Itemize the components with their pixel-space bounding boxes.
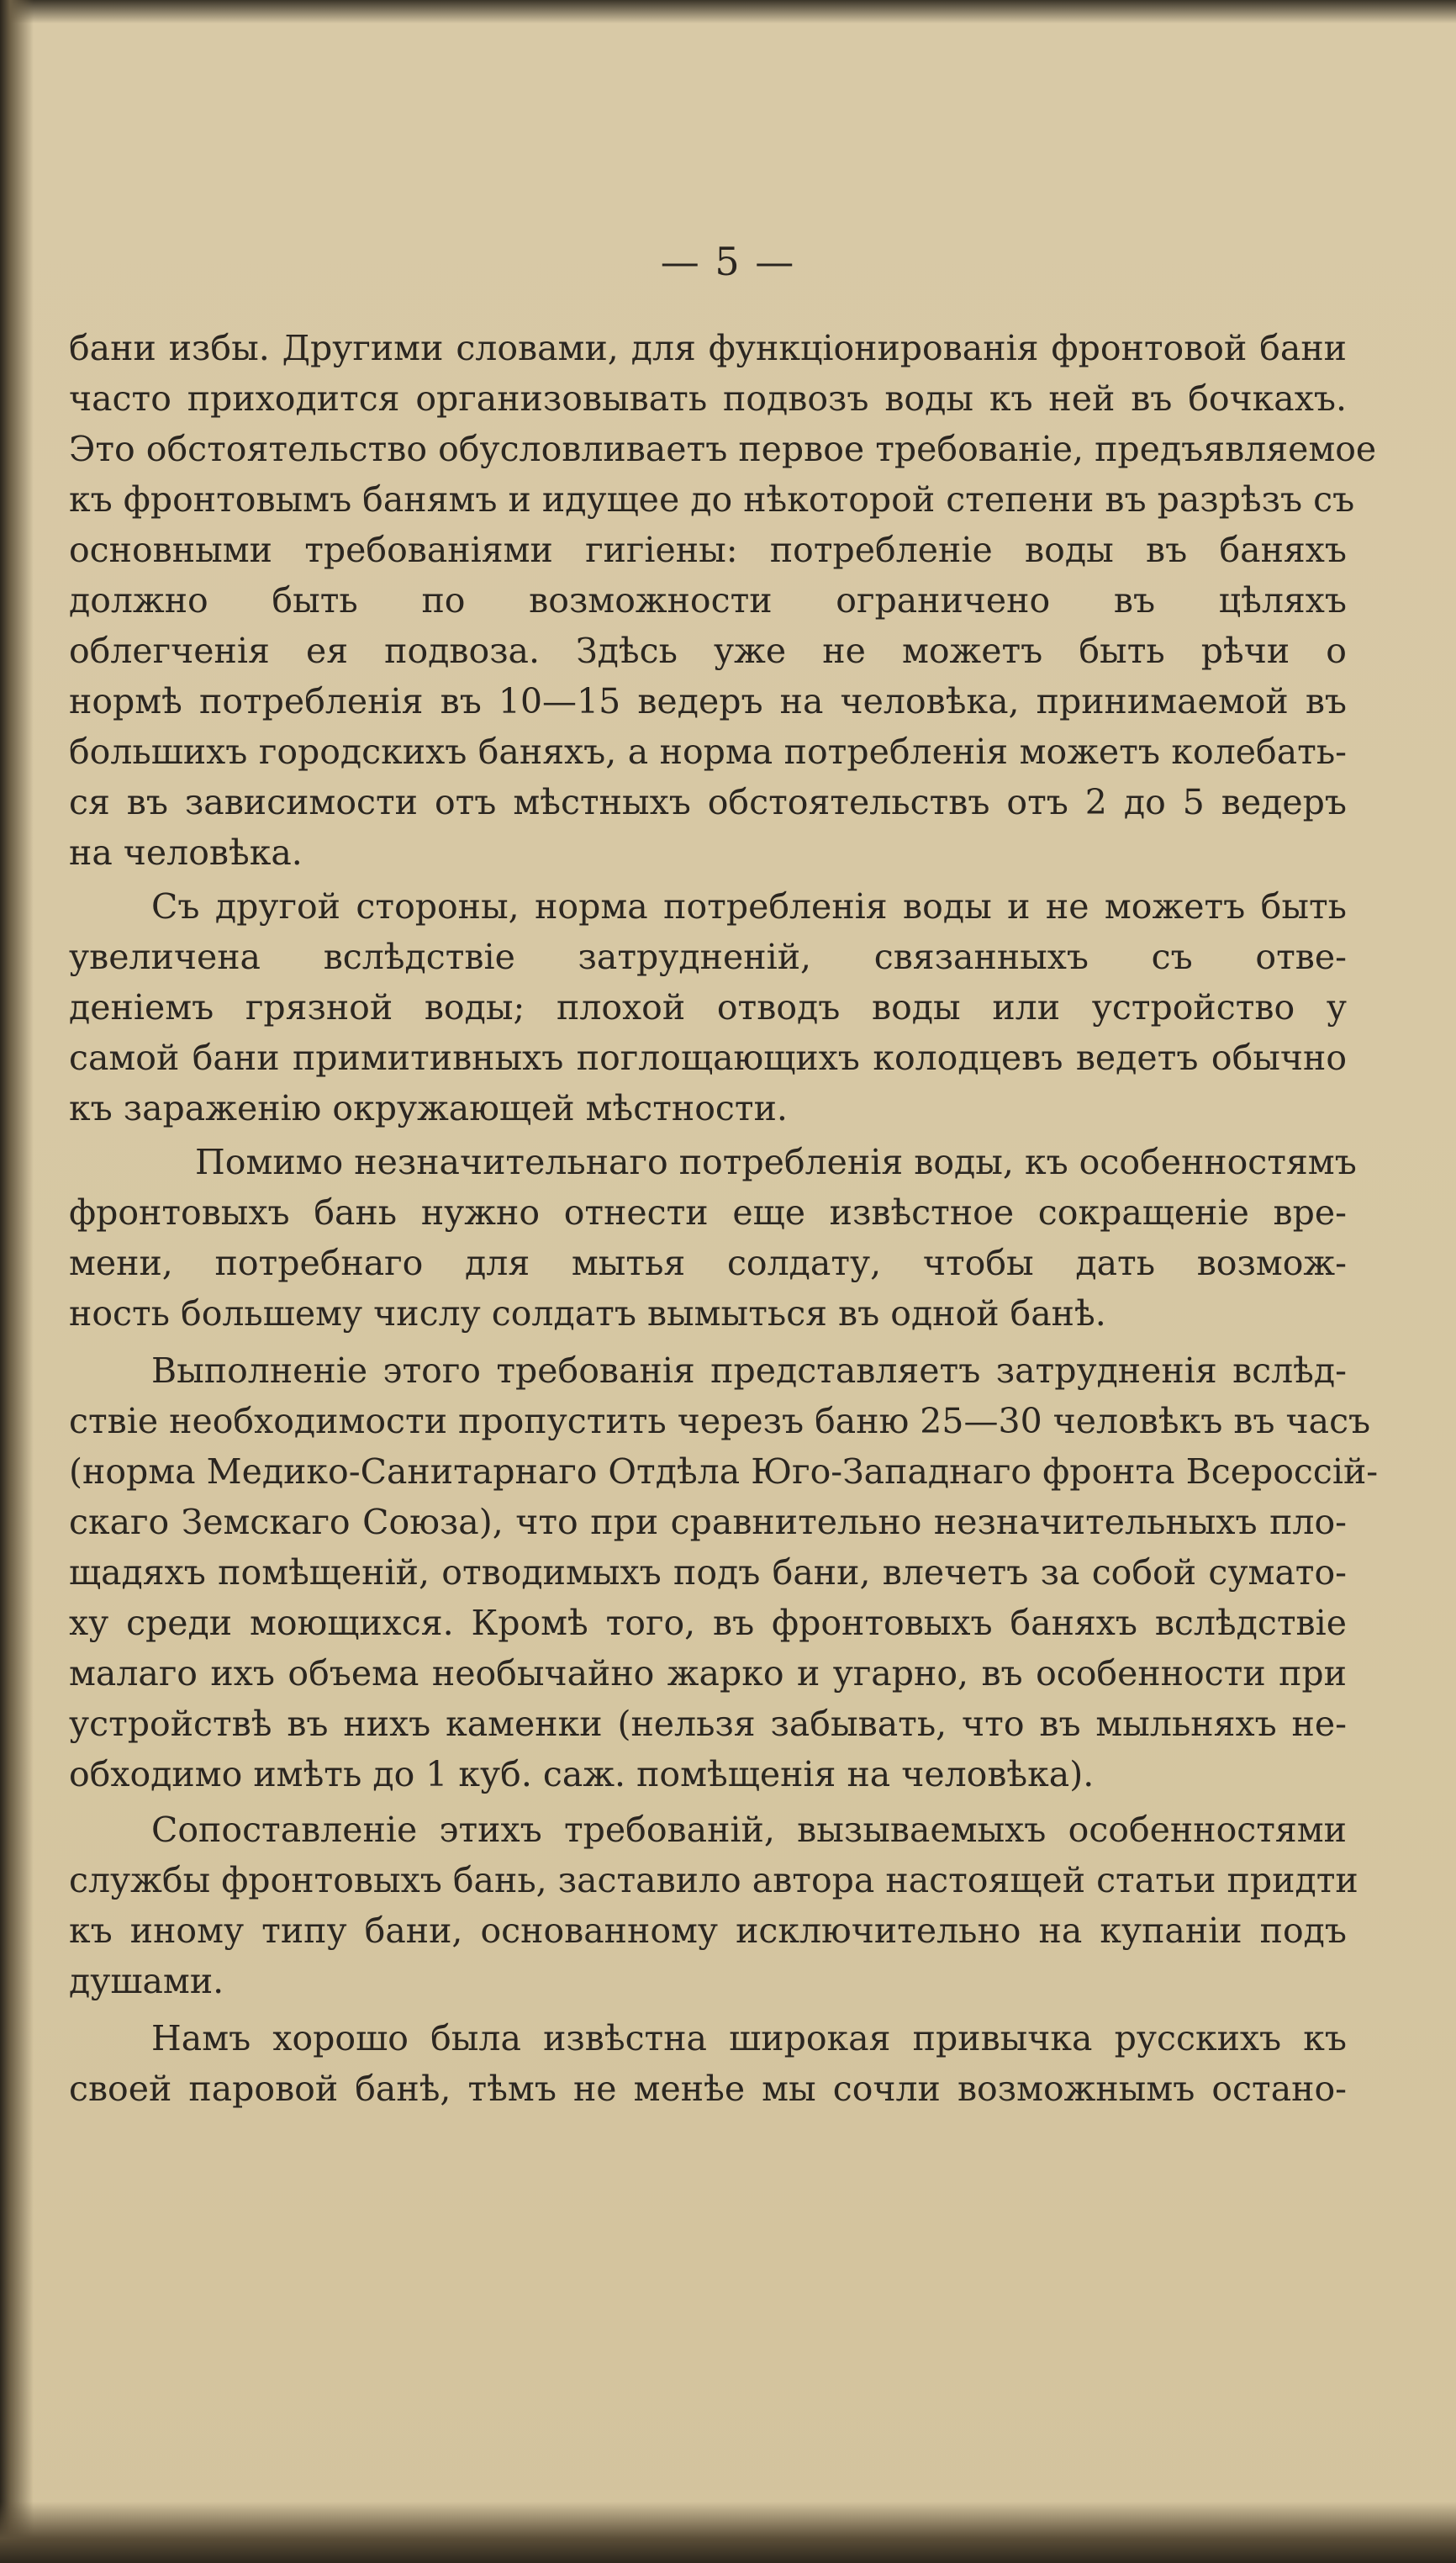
text-line: самой бани примитивныхъ поглощающихъ колодцевъ ведетъ обычно bbox=[69, 1038, 1347, 1078]
text-line: душами. bbox=[69, 1961, 224, 2001]
text-line: обходимо имѣть до 1 куб. саж. помѣщенія на человѣка). bbox=[69, 1754, 1095, 1794]
text-line: къ зараженію окружающей мѣстности. bbox=[69, 1088, 788, 1128]
text-line: Помимо незначительнаго потребленія воды, къ особенностямъ bbox=[195, 1142, 1357, 1182]
text-line: большихъ городскихъ баняхъ, а норма потребленія можетъ колебать- bbox=[69, 732, 1347, 772]
text-line: бани избы. Другими словами, для функціонированія фронтовой бани bbox=[69, 328, 1347, 368]
text-line: Это обстоятельство обусловливаетъ первое требованіе, предъявляемое bbox=[69, 429, 1377, 469]
text-line: Сопоставленіе этихъ требованій, вызываемыхъ особенностями bbox=[151, 1810, 1347, 1850]
page-number: — 5 — bbox=[660, 239, 796, 284]
text-line: (норма Медико-Санитарнаго Отдѣла Юго-Западнаго фронта Всероссій- bbox=[69, 1451, 1379, 1492]
text-line: деніемъ грязной воды; плохой отводъ воды или устройство у bbox=[69, 987, 1347, 1028]
text-line: ствіе необходимости пропустить черезъ баню 25—30 человѣкъ въ часъ bbox=[69, 1401, 1371, 1441]
page-top-edge bbox=[0, 0, 1456, 24]
text-line: службы фронтовыхъ бань, заставило автора настоящей статьи придти bbox=[69, 1860, 1358, 1900]
page-binding-shadow bbox=[0, 0, 34, 2563]
text-line: малаго ихъ объема необычайно жарко и угарно, въ особенности при bbox=[69, 1653, 1347, 1694]
text-line: увеличена вслѣдствіе затрудненій, связанныхъ съ отве- bbox=[69, 937, 1347, 977]
text-line: Намъ хорошо была извѣстна широкая привычка русскихъ къ bbox=[151, 2018, 1347, 2058]
text-line: часто приходится организовывать подвозъ воды къ ней въ бочкахъ. bbox=[69, 378, 1347, 419]
text-line: Съ другой стороны, норма потребленія воды и не можетъ быть bbox=[151, 886, 1347, 927]
text-line: должно быть по возможности ограничено въ цѣляхъ bbox=[69, 580, 1347, 621]
text-line: основными требованіями гигіены: потребленіе воды въ баняхъ bbox=[69, 530, 1347, 570]
text-line: устройствѣ въ нихъ каменки (нельзя забывать, что въ мыльняхъ не- bbox=[69, 1704, 1347, 1744]
text-line: мени, потребнаго для мытья солдату, чтобы дать возмож- bbox=[69, 1243, 1347, 1283]
text-line: фронтовыхъ бань нужно отнести еще извѣстное сокращеніе вре- bbox=[69, 1192, 1347, 1233]
text-line: къ фронтовымъ банямъ и идущее до нѣкоторой степени въ разрѣзъ съ bbox=[69, 479, 1355, 520]
text-line: щадяхъ помѣщеній, отводимыхъ подъ бани, влечетъ за собой сумато- bbox=[69, 1552, 1347, 1593]
text-line: ся въ зависимости отъ мѣстныхъ обстоятельствъ отъ 2 до 5 ведеръ bbox=[69, 782, 1347, 822]
text-line: къ иному типу бани, основанному исключительно на купаніи подъ bbox=[69, 1910, 1347, 1951]
text-line: нормѣ потребленія въ 10—15 ведеръ на человѣка, принимаемой въ bbox=[69, 681, 1347, 721]
text-line: Выполненіе этого требованія представляетъ затрудненія вслѣд- bbox=[151, 1350, 1347, 1391]
text-line: скаго Земскаго Союза), что при сравнительно незначительныхъ пло- bbox=[69, 1502, 1347, 1542]
text-line: ху среди моющихся. Кромѣ того, въ фронтовыхъ баняхъ вслѣдствіе bbox=[69, 1603, 1347, 1643]
page-bottom-edge bbox=[0, 2502, 1456, 2563]
text-line: ность большему числу солдатъ вымыться въ одной банѣ. bbox=[69, 1293, 1106, 1334]
text-line: облегченія ея подвоза. Здѣсь уже не можетъ быть рѣчи о bbox=[69, 631, 1347, 671]
text-line: на человѣка. bbox=[69, 832, 303, 873]
text-line: своей паровой банѣ, тѣмъ не менѣе мы сочли возможнымъ остано- bbox=[69, 2069, 1347, 2109]
